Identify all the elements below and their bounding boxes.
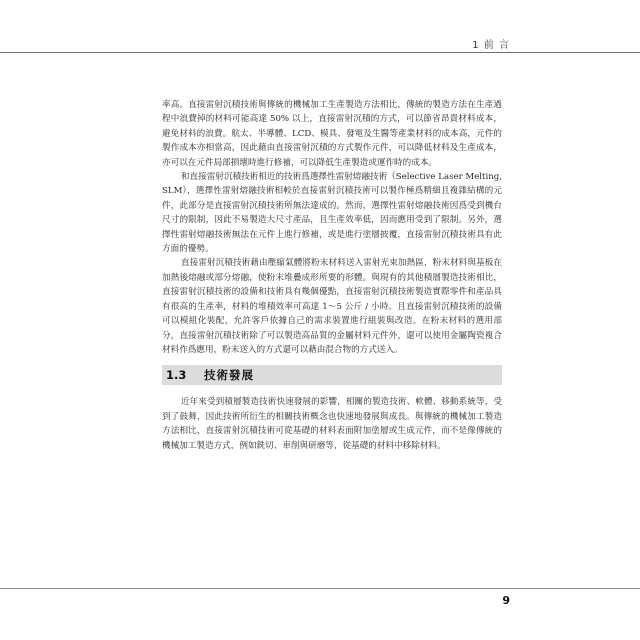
paragraph: 率高。直接雷射沉積技術與傳統的機械加工生產製造方法相比，傳統的製造方法在生產過程中浪費掉的材料可能高達 50% 以上，直接雷射沉積的方式，可以節省昂貴材料成本，避免材料的浪費。航太、半導體、LCD、模具、發電及生醫等產業材料的成本高，元件的製作成本亦相當高，因此藉由直接雷射沉積的方式製作元件，可以降低材料及生產成本，亦可以在元件局部損壞時進行修補，可以降低生產製造或運作時的成本。 [162, 100, 502, 168]
paragraph: 和直接雷射沉積技術相近的技術爲選擇性雷射熔融技術（Selective Laser Melting, SLM），選擇性雷射熔融技術相較於直接雷射沉積技術可以製作極爲精細且複雜結構的元件，此部分是直接雷射沉積技術所無法達成的。然而，選擇性雷射熔融技術因爲受到機台尺寸的限制，因此不易製造大尺寸產品，且生產效率低，因而應用受到了限制。另外，選擇性雷射熔融技術無法在元件上進行修補，或是進行塗層披覆，直接雷射沉積技術具有此方面的優勢。 [162, 172, 503, 255]
running-header: 1 前 言 [472, 40, 510, 51]
section-heading [162, 365, 502, 385]
paragraph: 直接雷射沉積技術藉由壓縮氣體將粉末材料送入雷射光束加熱區，粉末材料與基板在加熱後熔融或部分熔融，使粉末堆疊成形所要的形體。與現有的其他積層製造技術相比，直接雷射沉積技術的設備和技術具有幾個優點，直接雷射沉積技術製造實際零件和產品具有很高的生產率，材料的堆積效率可高達 1～5 公斤 / 小時。且直接雷射沉積技術的設備可以模組化裝配，允許客戶依據自己的需求裝置進行組裝與改造。在粉末材料的選用部分，直接雷射沉積技術除了可以製造高品質的金屬材料元件外，還可以使用金屬陶瓷複合材料作爲應用，粉末送入的方式還可以藉由混合物的方式送入。 [162, 258, 502, 355]
footer-rule [0, 588, 640, 589]
header-rule [0, 52, 488, 53]
header-bar [488, 52, 640, 53]
paragraph: 近年來受到積層製造技術快速發展的影響，相關的製造技術、軟體、移動系統等，受到了鼓舞，因此技術所衍生的相關技術概念也快速地發展與成長。與傳統的機械加工製造方法相比，直接雷射沉積技術可從基礎的材料表面附加塗層或生成元件，而不是像傳統的機械加工製造方式，例如銑切、車削與研磨等，從基礎的材料中移除材料。 [162, 397, 502, 451]
section-number: 1.3 [166, 368, 187, 383]
page-number: 9 [502, 594, 510, 607]
section-title: 技術發展 [204, 368, 254, 383]
body-text [162, 98, 502, 453]
